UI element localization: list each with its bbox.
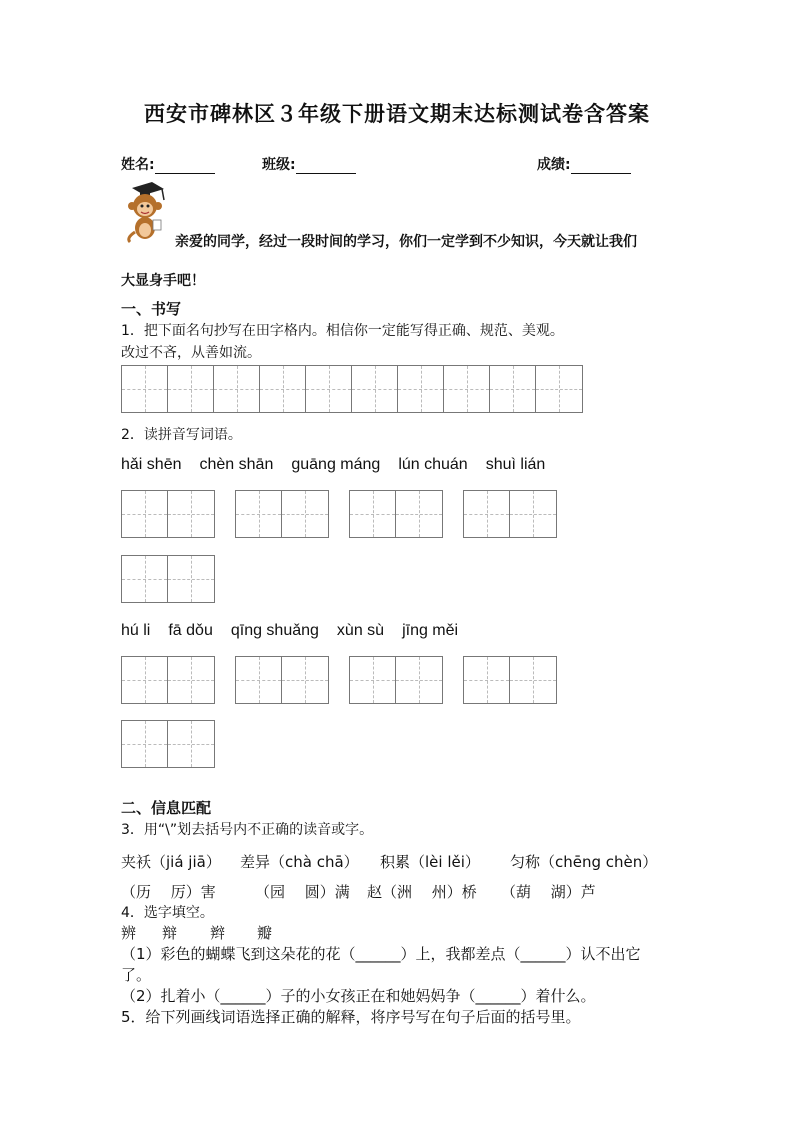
q4-sentence-2: （2）扎着小（______）子的小女孩正在和她妈妈争（______）着什么。 (121, 987, 596, 1005)
grid-cell[interactable] (168, 491, 214, 537)
q3-row-1 (121, 851, 657, 872)
grid-cell[interactable] (396, 657, 442, 703)
char-option: 瓣 (257, 924, 273, 942)
grid-cell[interactable] (464, 491, 510, 537)
q4-sentence-1: （1）彩色的蝴蝶飞到这朵花的花（______）上，我都差点（______）认不出它 (121, 945, 641, 963)
grid-cell[interactable] (168, 721, 214, 767)
class-blank[interactable] (296, 159, 356, 174)
answer-grid[interactable] (235, 490, 329, 538)
q3-item: （园 圆）满 (255, 883, 350, 901)
char-option: 辨 (121, 924, 137, 942)
grid-cell[interactable] (122, 657, 168, 703)
grid-cell[interactable] (236, 491, 282, 537)
q4-char-options (121, 922, 272, 943)
grid-cell[interactable] (510, 491, 556, 537)
grid-cell[interactable] (398, 366, 444, 412)
name-blank[interactable] (155, 159, 215, 174)
question-2: 2．读拼音写词语。 (121, 427, 242, 443)
intro-line2: 大显身手吧！ (121, 273, 205, 289)
char-option: 辫 (210, 924, 226, 942)
q4-sentence-1-cont: 了。 (121, 966, 152, 984)
grid-cell[interactable] (510, 657, 556, 703)
grid-cell[interactable] (282, 657, 328, 703)
grid-cell[interactable] (306, 366, 352, 412)
intro-line1: 亲爱的同学，经过一段时间的学习，你们一定学到不少知识，今天就让我们 (175, 234, 637, 250)
pinyin-word: shuì lián (485, 456, 546, 473)
answer-grid[interactable] (463, 490, 557, 538)
class-field (262, 154, 356, 174)
q3-item: 赵（洲 州）桥 (367, 883, 477, 901)
name-field (121, 154, 215, 174)
answer-grid[interactable] (463, 656, 557, 704)
q3-item: 匀称（chēng chèn） (510, 853, 658, 871)
score-field (537, 154, 631, 174)
score-label: 成绩: (537, 157, 571, 173)
answer-grid[interactable] (121, 555, 215, 603)
grid-cell[interactable] (122, 491, 168, 537)
pinyin-word: guāng máng (291, 456, 381, 473)
copy-grid[interactable] (121, 365, 583, 413)
answer-grid[interactable] (349, 490, 443, 538)
char-option: 辩 (162, 924, 178, 942)
answer-grid[interactable] (349, 656, 443, 704)
grid-cell[interactable] (236, 657, 282, 703)
pinyin-word: chèn shān (199, 456, 274, 473)
grid-cell[interactable] (168, 556, 214, 602)
question-1: 1．把下面名句抄写在田字格内。相信你一定能写得正确、规范、美观。 (121, 323, 564, 339)
class-label: 班级: (262, 157, 296, 173)
pinyin-word: hú li (121, 622, 151, 639)
q3-item: 积累（lèi lěi） (380, 853, 480, 871)
grid-cell[interactable] (122, 366, 168, 412)
pinyin-word: hǎi shēn (121, 456, 182, 473)
grid-cell[interactable] (352, 366, 398, 412)
pinyin-row-1 (121, 456, 563, 474)
pinyin-word: lún chuán (398, 456, 468, 473)
name-label: 姓名: (121, 157, 155, 173)
grid-cell[interactable] (350, 491, 396, 537)
monkey-mascot-icon (118, 180, 168, 244)
grid-cell[interactable] (444, 366, 490, 412)
grid-cell[interactable] (536, 366, 582, 412)
section-heading-writing: 一、书写 (121, 300, 182, 318)
pinyin-word: qīng shuǎng (230, 622, 319, 639)
answer-grid[interactable] (121, 656, 215, 704)
q3-item: （历 厉）害 (121, 883, 216, 901)
score-blank[interactable] (571, 159, 631, 174)
pinyin-row-2 (121, 622, 476, 640)
grid-cell[interactable] (464, 657, 510, 703)
answer-grid[interactable] (121, 490, 215, 538)
question-1-sentence: 改过不吝，从善如流。 (121, 345, 261, 361)
grid-cell[interactable] (122, 556, 168, 602)
page-title: 西安市碑林区３年级下册语文期末达标测试卷含答案 (144, 101, 650, 126)
q3-item: （葫 湖）芦 (501, 883, 596, 901)
grid-cell[interactable] (396, 491, 442, 537)
grid-cell[interactable] (260, 366, 306, 412)
grid-cell[interactable] (168, 657, 214, 703)
grid-cell[interactable] (350, 657, 396, 703)
pinyin-word: fā dǒu (168, 622, 213, 639)
q3-row-2 (121, 881, 596, 902)
question-3: 3．用“\”划去括号内不正确的读音或字。 (121, 822, 374, 838)
q3-item: 差异（chà chā） (240, 853, 359, 871)
grid-cell[interactable] (490, 366, 536, 412)
grid-cell[interactable] (214, 366, 260, 412)
grid-cell[interactable] (282, 491, 328, 537)
grid-cell[interactable] (168, 366, 214, 412)
pinyin-word: jīng měi (402, 622, 459, 639)
answer-grid[interactable] (235, 656, 329, 704)
grid-cell[interactable] (122, 721, 168, 767)
question-4: 4．选字填空。 (121, 905, 214, 921)
question-5: 5．给下列画线词语选择正确的解释，将序号写在句子后面的括号里。 (121, 1008, 581, 1026)
q3-item: 夹袄（jiá jiā） (121, 853, 221, 871)
pinyin-word: xùn sù (336, 622, 385, 639)
answer-grid[interactable] (121, 720, 215, 768)
section-heading-matching: 二、信息匹配 (121, 799, 212, 817)
